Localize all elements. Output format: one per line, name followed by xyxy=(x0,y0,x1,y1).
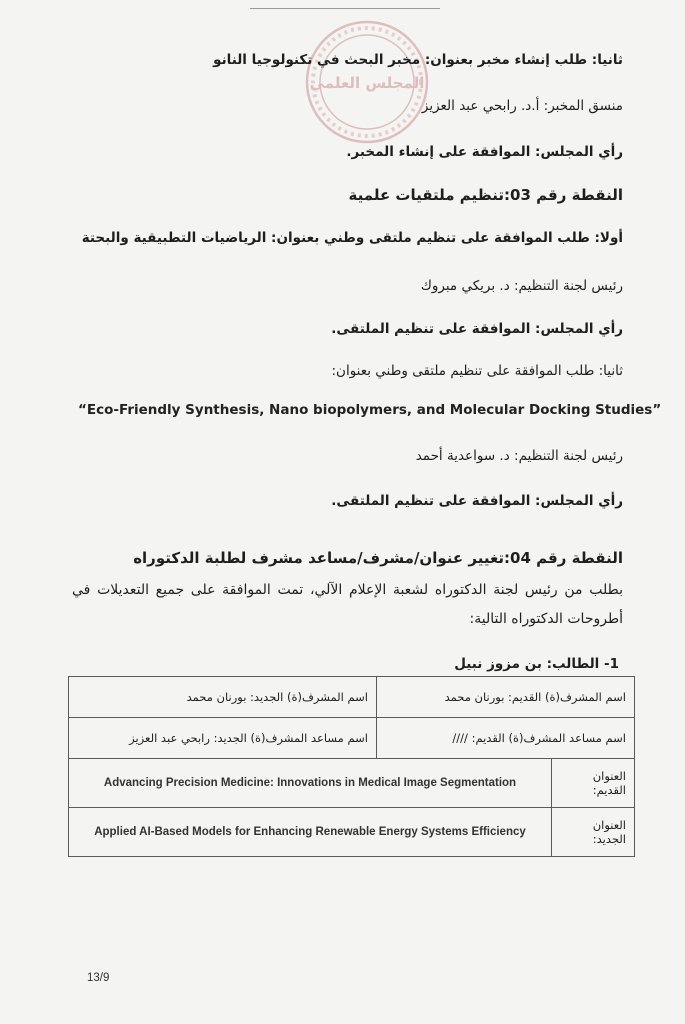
lab-request-line: ثانيا: طلب إنشاء مخبر بعنوان: مخبر البحث في تكنولوجيا النانو xyxy=(213,52,623,68)
thesis-changes-table xyxy=(68,676,635,857)
council-opinion-conf-1: رأي المجلس: الموافقة على تنظيم الملتقى. xyxy=(331,321,623,337)
new-supervisor-cell: اسم المشرف(ة) الجديد: بورنان محمد xyxy=(69,677,377,718)
old-title-label: العنوان القديم: xyxy=(552,759,635,808)
new-title-cell: Applied AI-Based Models for Enhancing Renewable Energy Systems Efficiency xyxy=(69,808,552,857)
conference-english-title: “Eco-Friendly Synthesis, Nano biopolymers, and Molecular Docking Studies” xyxy=(78,402,662,418)
council-opinion-conf-2: رأي المجلس: الموافقة على تنظيم الملتقى. xyxy=(331,493,623,509)
organizing-chair-2: رئيس لجنة التنظيم: د. سواعدية أحمد xyxy=(415,448,623,464)
council-opinion-lab: رأي المجلس: الموافقة على إنشاء المخبر. xyxy=(346,144,623,160)
old-supervisor-cell: اسم المشرف(ة) القديم: بورنان محمد xyxy=(377,677,635,718)
lab-coordinator-line: منسق المخبر: أ.د. رابحي عبد العزيز xyxy=(421,98,623,114)
top-rule xyxy=(250,8,440,9)
table-row xyxy=(69,677,635,718)
organizing-chair-1: رئيس لجنة التنظيم: د. بريكي مبروك xyxy=(420,278,623,294)
stamp-text: المجلس العلمي xyxy=(309,74,425,92)
page-number: 13/9 xyxy=(87,972,110,984)
conference-request-2: ثانيا: طلب الموافقة على تنظيم ملتقى وطني بعنوان: xyxy=(331,363,623,379)
section-heading-03: النقطة رقم 03:تنظيم ملتقيات علمية xyxy=(348,186,623,204)
table-row xyxy=(69,718,635,759)
conference-request-1: أولا: طلب الموافقة على تنظيم ملتقى وطني بعنوان: الرياضيات التطبيقية والبحتة xyxy=(81,230,623,246)
student-line: 1- الطالب: بن مزوز نبيل xyxy=(454,656,619,672)
new-title-label: العنوان الجديد: xyxy=(552,808,635,857)
section-heading-04: النقطة رقم 04:تغيير عنوان/مشرف/مساعد مشرف لطلبة الدكتوراه xyxy=(133,549,623,567)
official-stamp-icon xyxy=(303,18,431,146)
table-row xyxy=(69,759,635,808)
doctorate-paragraph: بطلب من رئيس لجنة الدكتوراه لشعبة الإعلام الآلي، تمت الموافقة على جميع التعديلات في أطروحات الدكتوراه التالية: xyxy=(72,582,623,627)
old-co-supervisor-cell: اسم مساعد المشرف(ة) القديم: //// xyxy=(377,718,635,759)
new-co-supervisor-cell: اسم مساعد المشرف(ة) الجديد: رابحي عبد العزيز xyxy=(69,718,377,759)
old-title-cell: Advancing Precision Medicine: Innovations in Medical Image Segmentation xyxy=(69,759,552,808)
table-row xyxy=(69,808,635,857)
